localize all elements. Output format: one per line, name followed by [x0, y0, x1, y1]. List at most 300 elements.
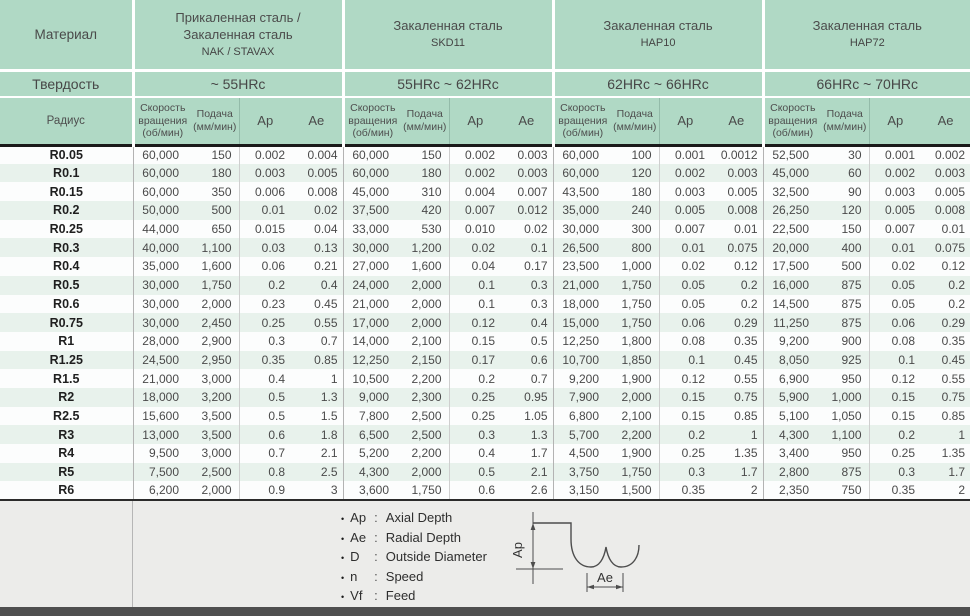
value-cell: 875 [821, 463, 869, 482]
value-cell: 1,900 [611, 444, 659, 463]
bullet-icon: • [341, 533, 345, 544]
value-cell: 0.3 [869, 463, 921, 482]
value-cell: 18,000 [133, 388, 191, 407]
value-cell: 2,450 [191, 313, 239, 332]
value-cell: 0.85 [921, 407, 970, 426]
value-cell: 12,250 [343, 351, 401, 370]
value-cell: 6,900 [763, 369, 821, 388]
value-cell: 2 [921, 481, 970, 500]
value-cell: 21,000 [553, 276, 611, 295]
group-subtitle: NAK / STAVAX [201, 45, 275, 58]
value-cell: 0.75 [921, 388, 970, 407]
hardness-header-label: Твердость [0, 70, 133, 97]
value-cell: 2,900 [191, 332, 239, 351]
value-cell: 15,000 [553, 313, 611, 332]
value-cell: 950 [821, 444, 869, 463]
value-cell: 3,400 [763, 444, 821, 463]
value-cell: 45,000 [763, 164, 821, 183]
value-cell: 2,350 [763, 481, 821, 500]
value-cell: 0.02 [291, 201, 343, 220]
feed-column-header: Подача (мм/мин) [821, 97, 869, 145]
material-header-label: Материал [0, 0, 133, 70]
radius-cell: R0.05 [0, 145, 133, 164]
value-cell: 0.007 [449, 201, 501, 220]
speed-column-header: Скорость вращения (об/мин) [763, 97, 821, 145]
value-cell: 0.01 [869, 238, 921, 257]
group-subtitle: HAP72 [849, 37, 885, 50]
value-cell: 3,200 [191, 388, 239, 407]
value-cell: 530 [401, 220, 449, 239]
value-cell: 30 [821, 145, 869, 164]
value-cell: 0.003 [239, 164, 291, 183]
value-cell: 1,900 [611, 369, 659, 388]
table-row [0, 257, 970, 276]
value-cell: 0.007 [659, 220, 711, 239]
value-cell: 0.005 [711, 182, 763, 201]
value-cell: 30,000 [133, 295, 191, 314]
value-cell: 2.6 [501, 481, 553, 500]
value-cell: 30,000 [133, 313, 191, 332]
radius-cell: R4 [0, 444, 133, 463]
radius-cell: R0.15 [0, 182, 133, 201]
value-cell: 18,000 [553, 295, 611, 314]
value-cell: 150 [191, 145, 239, 164]
value-cell: 0.35 [711, 332, 763, 351]
value-cell: 420 [401, 201, 449, 220]
material-group-skd11 [343, 0, 553, 70]
value-cell: 0.12 [869, 369, 921, 388]
value-cell: 24,000 [343, 276, 401, 295]
value-cell: 22,500 [763, 220, 821, 239]
value-cell: 0.12 [659, 369, 711, 388]
radius-column-header: Радиус [0, 97, 133, 145]
value-cell: 1,800 [611, 332, 659, 351]
value-cell: 0.06 [239, 257, 291, 276]
value-cell: 0.29 [921, 313, 970, 332]
value-cell: 0.003 [501, 164, 553, 183]
value-cell: 0.55 [711, 369, 763, 388]
value-cell: 0.29 [711, 313, 763, 332]
value-cell: 180 [401, 164, 449, 183]
value-cell: 500 [821, 257, 869, 276]
value-cell: 1.35 [921, 444, 970, 463]
hardness-value: 55HRc ~ 62HRc [343, 70, 553, 97]
value-cell: 60,000 [553, 145, 611, 164]
value-cell: 0.002 [869, 164, 921, 183]
value-cell: 0.1 [501, 238, 553, 257]
feed-column-header: Подача (мм/мин) [611, 97, 659, 145]
table-row [0, 182, 970, 201]
value-cell: 10,700 [553, 351, 611, 370]
value-cell: 0.015 [239, 220, 291, 239]
hardness-value: 62HRc ~ 66HRc [553, 70, 763, 97]
value-cell: 3,000 [191, 444, 239, 463]
value-cell: 0.95 [501, 388, 553, 407]
ae-column-header: Ae [921, 97, 970, 145]
value-cell: 2,000 [401, 295, 449, 314]
table-row [0, 201, 970, 220]
value-cell: 2,500 [401, 425, 449, 444]
table-row [0, 313, 970, 332]
value-cell: 21,000 [133, 369, 191, 388]
value-cell: 6,500 [343, 425, 401, 444]
value-cell: 0.35 [659, 481, 711, 500]
value-cell: 0.01 [711, 220, 763, 239]
value-cell: 0.002 [449, 164, 501, 183]
value-cell: 0.010 [449, 220, 501, 239]
ae-dim-label: Ae [597, 570, 613, 586]
legend-item: • D : Outside Diameter [341, 548, 491, 568]
value-cell: 0.4 [291, 276, 343, 295]
value-cell: 0.6 [239, 425, 291, 444]
ap-column-header: Ap [239, 97, 291, 145]
value-cell: 500 [191, 201, 239, 220]
value-cell: 2,500 [401, 407, 449, 426]
ae-column-header: Ae [501, 97, 553, 145]
value-cell: 0.04 [449, 257, 501, 276]
footer-spacer [0, 501, 133, 607]
value-cell: 300 [611, 220, 659, 239]
material-group-hap10 [553, 0, 763, 70]
radius-cell: R0.6 [0, 295, 133, 314]
value-cell: 400 [821, 238, 869, 257]
value-cell: 3 [291, 481, 343, 500]
value-cell: 9,000 [343, 388, 401, 407]
value-cell: 37,500 [343, 201, 401, 220]
value-cell: 0.2 [921, 295, 970, 314]
value-cell: 1,100 [821, 425, 869, 444]
value-cell: 1,750 [611, 295, 659, 314]
value-cell: 7,500 [133, 463, 191, 482]
value-cell: 3,600 [343, 481, 401, 500]
value-cell: 0.004 [291, 145, 343, 164]
value-cell: 0.85 [291, 351, 343, 370]
value-cell: 0.005 [921, 182, 970, 201]
value-cell: 0.17 [449, 351, 501, 370]
value-cell: 1.7 [501, 444, 553, 463]
value-cell: 0.02 [501, 220, 553, 239]
group-title: Закаленная сталь [183, 26, 293, 42]
table-row [0, 388, 970, 407]
value-cell: 2,000 [401, 313, 449, 332]
value-cell: 9,200 [763, 332, 821, 351]
value-cell: 0.7 [501, 369, 553, 388]
value-cell: 1,000 [611, 257, 659, 276]
value-cell: 0.15 [659, 388, 711, 407]
value-cell: 0.12 [921, 257, 970, 276]
radius-cell: R0.5 [0, 276, 133, 295]
value-cell: 0.75 [711, 388, 763, 407]
value-cell: 650 [191, 220, 239, 239]
value-cell: 0.4 [449, 444, 501, 463]
value-cell: 0.1 [449, 295, 501, 314]
value-cell: 1,750 [611, 313, 659, 332]
radius-cell: R0.3 [0, 238, 133, 257]
value-cell: 0.02 [869, 257, 921, 276]
value-cell: 0.15 [449, 332, 501, 351]
bottom-bar [0, 607, 970, 616]
ap-column-header: Ap [659, 97, 711, 145]
legend [341, 509, 491, 607]
value-cell: 2.5 [291, 463, 343, 482]
value-cell: 7,900 [553, 388, 611, 407]
value-cell: 1.5 [291, 407, 343, 426]
value-cell: 0.01 [239, 201, 291, 220]
value-cell: 0.1 [449, 276, 501, 295]
value-cell: 4,300 [343, 463, 401, 482]
value-cell: 3,750 [553, 463, 611, 482]
value-cell: 20,000 [763, 238, 821, 257]
value-cell: 60,000 [133, 145, 191, 164]
value-cell: 17,500 [763, 257, 821, 276]
value-cell: 60,000 [343, 164, 401, 183]
value-cell: 0.15 [869, 407, 921, 426]
table-row [0, 369, 970, 388]
value-cell: 3,500 [191, 407, 239, 426]
radius-cell: R0.4 [0, 257, 133, 276]
value-cell: 0.4 [239, 369, 291, 388]
value-cell: 17,000 [343, 313, 401, 332]
value-cell: 0.08 [659, 332, 711, 351]
table-row [0, 164, 970, 183]
value-cell: 2,100 [611, 407, 659, 426]
table-header [0, 0, 970, 145]
value-cell: 0.12 [711, 257, 763, 276]
value-cell: 60,000 [343, 145, 401, 164]
value-cell: 0.002 [449, 145, 501, 164]
value-cell: 0.25 [239, 313, 291, 332]
value-cell: 0.008 [921, 201, 970, 220]
value-cell: 0.04 [291, 220, 343, 239]
bullet-icon: • [341, 553, 345, 564]
table-row [0, 425, 970, 444]
value-cell: 0.012 [501, 201, 553, 220]
radius-cell: R0.25 [0, 220, 133, 239]
value-cell: 750 [821, 481, 869, 500]
value-cell: 1,100 [191, 238, 239, 257]
value-cell: 0.25 [869, 444, 921, 463]
value-cell: 60,000 [133, 164, 191, 183]
feed-column-header: Подача (мм/мин) [191, 97, 239, 145]
value-cell: 23,500 [553, 257, 611, 276]
value-cell: 1 [711, 425, 763, 444]
value-cell: 0.15 [659, 407, 711, 426]
value-cell: 28,000 [133, 332, 191, 351]
value-cell: 5,700 [553, 425, 611, 444]
value-cell: 310 [401, 182, 449, 201]
value-cell: 6,800 [553, 407, 611, 426]
radius-cell: R3 [0, 425, 133, 444]
value-cell: 0.5 [501, 332, 553, 351]
value-cell: 0.5 [449, 463, 501, 482]
table-row [0, 145, 970, 164]
value-cell: 1,750 [401, 481, 449, 500]
value-cell: 0.005 [869, 201, 921, 220]
value-cell: 35,000 [553, 201, 611, 220]
bullet-icon: • [341, 572, 345, 583]
value-cell: 0.0012 [711, 145, 763, 164]
hardness-value: 66HRc ~ 70HRc [763, 70, 970, 97]
value-cell: 11,250 [763, 313, 821, 332]
value-cell: 0.05 [869, 295, 921, 314]
value-cell: 0.1 [659, 351, 711, 370]
value-cell: 1 [921, 425, 970, 444]
legend-item: • Ae : Radial Depth [341, 529, 491, 549]
value-cell: 1.05 [501, 407, 553, 426]
value-cell: 2,500 [191, 463, 239, 482]
value-cell: 0.08 [869, 332, 921, 351]
value-cell: 0.55 [921, 369, 970, 388]
value-cell: 0.002 [239, 145, 291, 164]
value-cell: 30,000 [343, 238, 401, 257]
value-cell: 0.7 [239, 444, 291, 463]
value-cell: 0.007 [869, 220, 921, 239]
radius-cell: R2.5 [0, 407, 133, 426]
value-cell: 7,800 [343, 407, 401, 426]
value-cell: 44,000 [133, 220, 191, 239]
value-cell: 1,600 [401, 257, 449, 276]
value-cell: 2 [711, 481, 763, 500]
value-cell: 0.3 [659, 463, 711, 482]
value-cell: 0.35 [239, 351, 291, 370]
value-cell: 0.001 [659, 145, 711, 164]
value-cell: 0.03 [239, 238, 291, 257]
value-cell: 35,000 [133, 257, 191, 276]
value-cell: 240 [611, 201, 659, 220]
value-cell: 2,200 [401, 444, 449, 463]
value-cell: 0.06 [869, 313, 921, 332]
value-cell: 2,800 [763, 463, 821, 482]
value-cell: 0.85 [711, 407, 763, 426]
value-cell: 0.001 [869, 145, 921, 164]
value-cell: 2,000 [401, 463, 449, 482]
value-cell: 925 [821, 351, 869, 370]
value-cell: 1,500 [611, 481, 659, 500]
value-cell: 0.3 [501, 295, 553, 314]
value-cell: 0.25 [449, 388, 501, 407]
value-cell: 60 [821, 164, 869, 183]
radius-cell: R2 [0, 388, 133, 407]
value-cell: 1.7 [921, 463, 970, 482]
value-cell: 0.004 [449, 182, 501, 201]
value-cell: 2,000 [401, 276, 449, 295]
value-cell: 0.45 [711, 351, 763, 370]
value-cell: 0.45 [921, 351, 970, 370]
radius-cell: R5 [0, 463, 133, 482]
value-cell: 50,000 [133, 201, 191, 220]
value-cell: 1,850 [611, 351, 659, 370]
value-cell: 0.01 [659, 238, 711, 257]
value-cell: 14,000 [343, 332, 401, 351]
ap-column-header: Ap [869, 97, 921, 145]
value-cell: 150 [401, 145, 449, 164]
material-row [0, 0, 970, 70]
value-cell: 2,200 [611, 425, 659, 444]
value-cell: 0.17 [501, 257, 553, 276]
value-cell: 0.05 [659, 276, 711, 295]
cutting-depth-diagram [505, 503, 735, 598]
value-cell: 0.008 [711, 201, 763, 220]
hardness-value: ~ 55HRc [133, 70, 343, 97]
value-cell: 0.003 [921, 164, 970, 183]
value-cell: 5,200 [343, 444, 401, 463]
value-cell: 3,150 [553, 481, 611, 500]
value-cell: 2,000 [611, 388, 659, 407]
value-cell: 1,750 [191, 276, 239, 295]
value-cell: 2,000 [191, 481, 239, 500]
value-cell: 40,000 [133, 238, 191, 257]
value-cell: 0.15 [869, 388, 921, 407]
value-cell: 1.3 [501, 425, 553, 444]
value-cell: 16,000 [763, 276, 821, 295]
ap-dim-label: Ap [510, 542, 525, 559]
value-cell: 0.005 [659, 201, 711, 220]
group-title: Закаленная сталь [603, 18, 713, 34]
value-cell: 875 [821, 276, 869, 295]
table-row [0, 351, 970, 370]
value-cell: 1,000 [821, 388, 869, 407]
value-cell: 0.003 [711, 164, 763, 183]
table-row [0, 481, 970, 500]
value-cell: 0.075 [921, 238, 970, 257]
group-subtitle: HAP10 [640, 37, 676, 50]
value-cell: 0.55 [291, 313, 343, 332]
value-cell: 150 [821, 220, 869, 239]
value-cell: 5,100 [763, 407, 821, 426]
speed-column-header: Скорость вращения (об/мин) [133, 97, 191, 145]
value-cell: 0.3 [239, 332, 291, 351]
value-cell: 0.007 [501, 182, 553, 201]
value-cell: 0.02 [449, 238, 501, 257]
value-cell: 0.003 [869, 182, 921, 201]
value-cell: 1.8 [291, 425, 343, 444]
value-cell: 100 [611, 145, 659, 164]
value-cell: 43,500 [553, 182, 611, 201]
speed-column-header: Скорость вращения (об/мин) [343, 97, 401, 145]
table-row [0, 276, 970, 295]
value-cell: 3,000 [191, 369, 239, 388]
value-cell: 0.5 [239, 388, 291, 407]
value-cell: 0.2 [711, 276, 763, 295]
table-row [0, 407, 970, 426]
value-cell: 0.003 [659, 182, 711, 201]
value-cell: 32,500 [763, 182, 821, 201]
value-cell: 60,000 [553, 164, 611, 183]
value-cell: 2,950 [191, 351, 239, 370]
value-cell: 900 [821, 332, 869, 351]
value-cell: 2,200 [401, 369, 449, 388]
table-row [0, 295, 970, 314]
bullet-icon: • [341, 592, 345, 603]
value-cell: 800 [611, 238, 659, 257]
bullet-icon: • [341, 514, 345, 525]
value-cell: 0.45 [291, 295, 343, 314]
value-cell: 0.008 [291, 182, 343, 201]
value-cell: 21,000 [343, 295, 401, 314]
value-cell: 6,200 [133, 481, 191, 500]
value-cell: 60,000 [133, 182, 191, 201]
value-cell: 0.005 [291, 164, 343, 183]
speed-column-header: Скорость вращения (об/мин) [553, 97, 611, 145]
value-cell: 52,500 [763, 145, 821, 164]
value-cell: 180 [611, 182, 659, 201]
value-cell: 0.35 [921, 332, 970, 351]
value-cell: 875 [821, 295, 869, 314]
value-cell: 0.2 [869, 425, 921, 444]
value-cell: 5,900 [763, 388, 821, 407]
table-row [0, 220, 970, 239]
ae-column-header: Ae [711, 97, 763, 145]
